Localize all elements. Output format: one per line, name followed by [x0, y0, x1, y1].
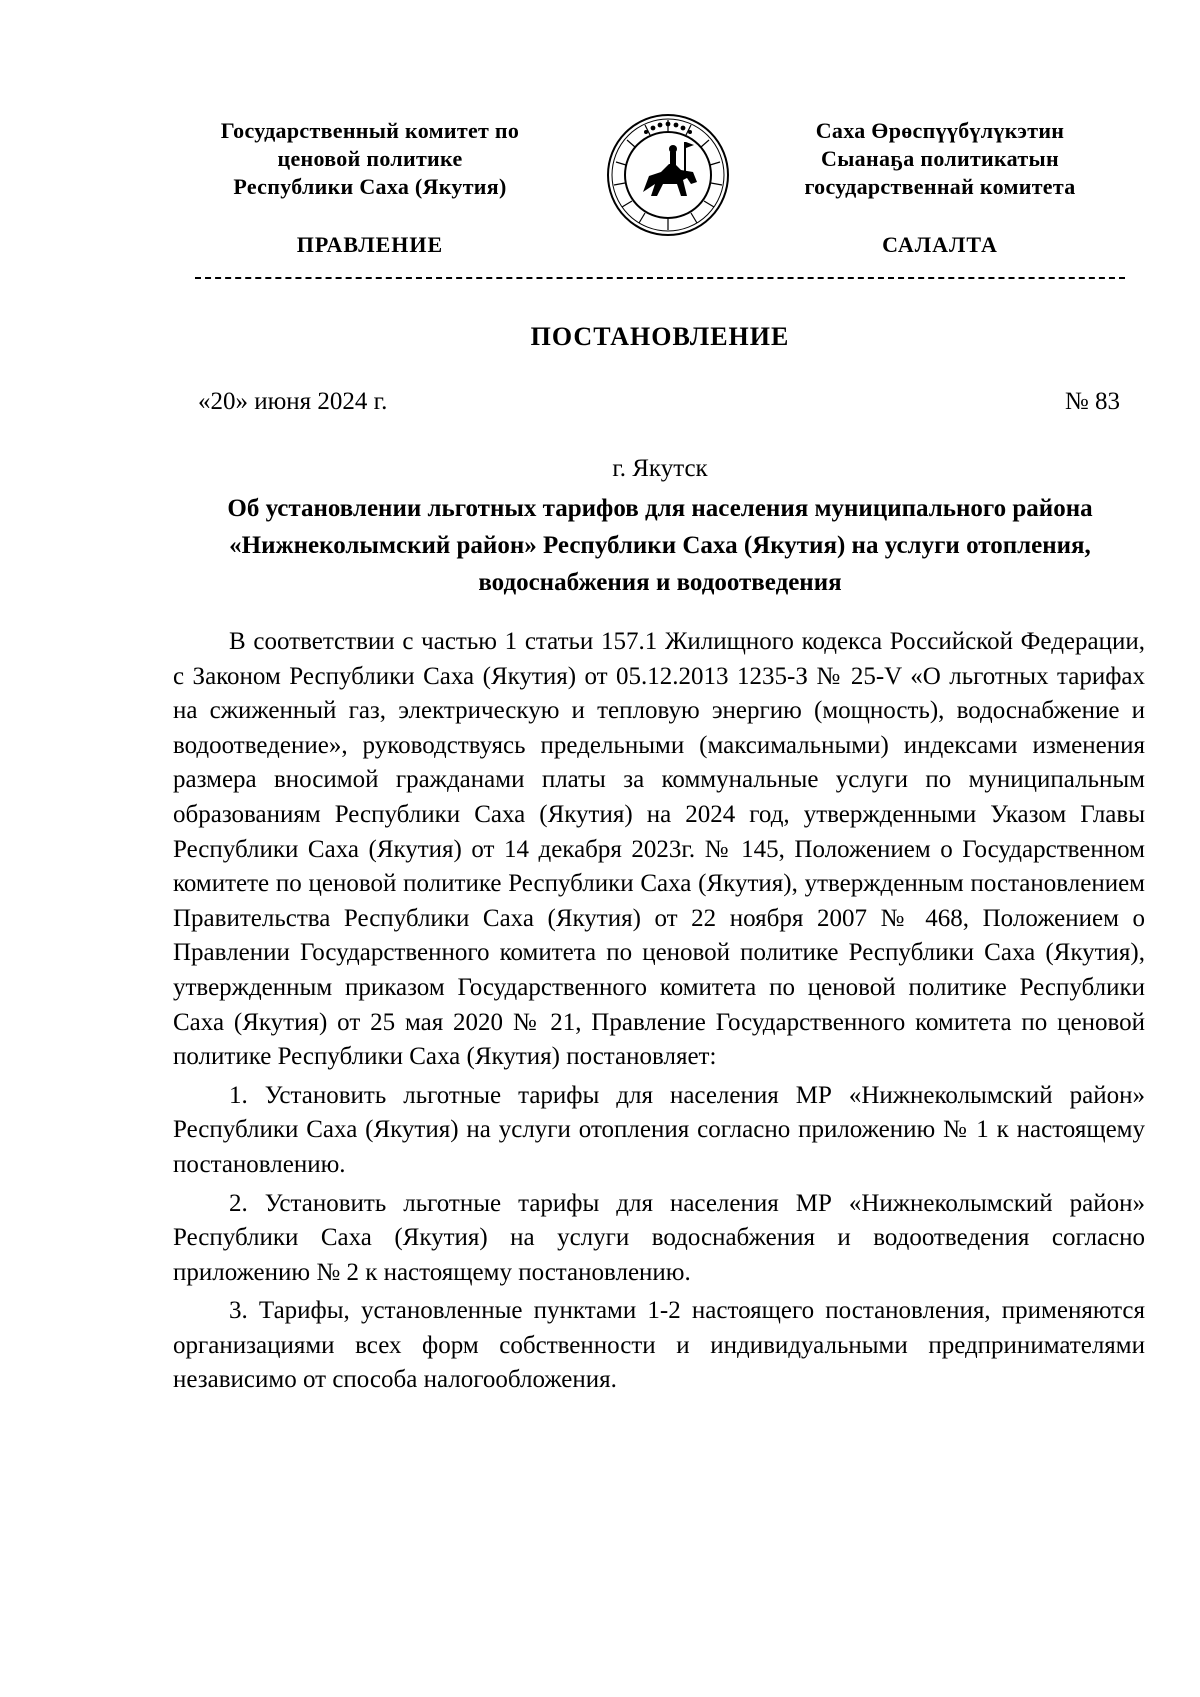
document-body — [173, 625, 1145, 1398]
document-number: № 83 — [1064, 388, 1120, 415]
board-label-russian: ПРАВЛЕНИЕ — [296, 232, 444, 257]
header-left-line: Государственный комитет по — [220, 118, 520, 143]
resolution-item: 1. Установить льготные тарифы для населения МР «Нижнеколымский район» Республики Саха (Якутия) на услуги отопления согласно приложению № 1 к настоящему постановлению. — [173, 1081, 1145, 1178]
header-committee-yakut — [760, 117, 1120, 201]
header-right-line: Сыанаҕа политикатын — [821, 146, 1059, 171]
header-divider — [195, 277, 1125, 279]
resolution-item: 3. Тарифы, установленные пунктами 1-2 настоящего постановления, применяются организациями всех форм собственности и индивидуальными предпринимателями независимо от способа налогообложения. — [173, 1297, 1145, 1394]
header-left-line: Республики Саха (Якутия) — [233, 174, 507, 199]
board-label-yakut: САЛАЛТА — [882, 232, 998, 257]
document-subject: Об установлении льготных тарифов для населения муниципального района «Нижнеколымский район» Республики Саха (Якутия) на услуги отопления, водоснабжения и водоотведения — [227, 495, 1093, 596]
coat-of-arms-emblem-icon — [605, 112, 731, 238]
header-right-line: Саха Өрөспүүбүлүкэтин — [815, 118, 1065, 143]
document-date: «20» июня 2024 г. — [198, 388, 388, 415]
header-right-line: государственнай комитета — [804, 174, 1076, 199]
preamble-paragraph: В соответствии с частью 1 статьи 157.1 Жилищного кодекса Российской Федерации, с Законом Республики Саха (Якутия) от 05.12.2013 1235-З № 25-V «О льготных тарифах на сжиженный газ, электрическую и тепловую энергию (мощность), водоснабжение и водоотведение», руководствуясь предельными (максимальными) индексами изменения размера вносимой гражданами платы за коммунальные услуги по муниципальным образованиям Республики Саха (Якутия) на 2024 год, утвержденными Указом Главы Республики Саха (Якутия) от 14 декабря 2023г. № 145, Положением о Государственном комитете по ценовой политике Республики Саха (Якутия), утвержденным постановлением Правительства Республики Саха (Якутия) от 22 ноября 2007 № 468, Положением о Правлении Государственного комитета по ценовой политике Республики Саха (Якутия), утвержденным приказом Государственного комитета по ценовой политике Республики Саха (Якутия) от 25 мая 2020 № 21, Правление Государственного комитета по ценовой политике Республики Саха (Якутия) постановляет: — [173, 628, 1145, 1071]
header-left-line: ценовой политике — [277, 146, 463, 171]
document-city: г. Якутск — [612, 455, 708, 482]
resolution-item: 2. Установить льготные тарифы для населения МР «Нижнеколымский район» Республики Саха (Якутия) на услуги водоснабжения и водоотведения согласно приложению № 2 к настоящему постановлению. — [173, 1189, 1145, 1286]
document-title: ПОСТАНОВЛЕНИЕ — [530, 322, 790, 351]
header-committee-russian — [180, 117, 560, 201]
